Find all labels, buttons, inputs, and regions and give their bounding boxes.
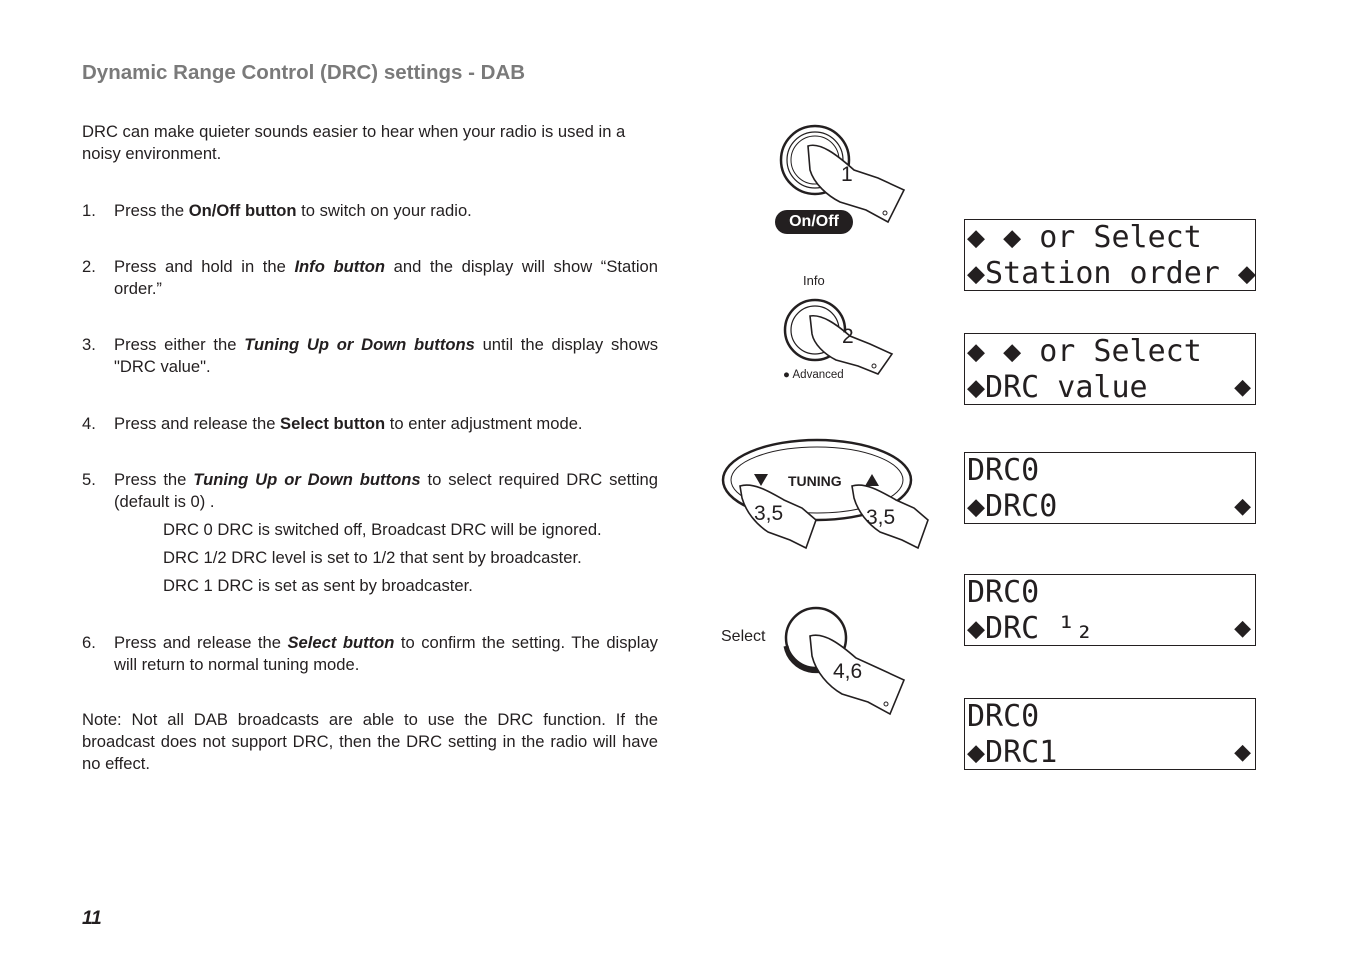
tuning-up-icon [865, 474, 879, 486]
step-callout: 2 [842, 325, 854, 348]
step-number: 1. [82, 201, 96, 220]
select-label: Select [721, 628, 766, 645]
step-number: 4. [82, 414, 96, 433]
right-arrow-icon: ◆ [1234, 375, 1251, 400]
lcd-display-drc-half [964, 574, 1256, 646]
lcd-line-1: ◆ ◆ or Select [967, 220, 1202, 255]
step-number: 5. [82, 470, 96, 489]
step-6: 6. Press and release the Select button to confirm the setting. The display will return to normal tuning mode. [82, 633, 658, 674]
step-2: 2. Press and hold in the Info button and the display will show “Station order.” [82, 257, 658, 298]
step-number: 3. [82, 335, 96, 354]
lcd-display-drc1 [964, 698, 1256, 770]
step-callout: 1 [841, 163, 853, 186]
info-label: Info [803, 273, 825, 288]
lcd-line-1: DRC0 [967, 699, 1040, 734]
drc-option-0: DRC 0 DRC is switched off, Broadcast DRC will be ignored. [163, 520, 602, 539]
step-keyword: On/Off button [188, 201, 297, 220]
step-5: 5. Press the Tuning Up or Down buttons to select required DRC setting (default is 0) . [82, 470, 658, 511]
step-4: 4. Press and release the Select button to enter adjustment mode. [82, 414, 583, 433]
drc-option-1: DRC 1 DRC is set as sent by broadcaster. [163, 576, 473, 595]
step-keyword: Tuning Up or Down buttons [244, 335, 475, 354]
tuning-label: TUNING [788, 473, 842, 489]
lcd-line-1: DRC0 [967, 453, 1040, 488]
lcd-line-2: ◆DRC value [967, 370, 1148, 405]
lcd-line-2: ◆Station order ◆ [967, 256, 1256, 291]
lcd-line-2: ◆DRC ¹₂ [967, 611, 1094, 646]
right-arrow-icon: ◆ [1234, 740, 1251, 765]
step-callout: 4,6 [833, 660, 863, 683]
tuning-down-icon [754, 474, 768, 486]
step-number: 6. [82, 633, 96, 652]
note-paragraph: Note: Not all DAB broadcasts are able to use the DRC function. If the broadcast does not support DRC, then the DRC setting in the radio will have no effect. [82, 710, 658, 773]
page-title: Dynamic Range Control (DRC) settings - DAB [82, 61, 526, 84]
step-1: 1. Press the On/Off button to switch on your radio. [82, 201, 472, 220]
step-keyword: Info button [294, 257, 386, 276]
step-keyword: Select button [280, 414, 386, 433]
lcd-line-2: ◆DRC0 [967, 489, 1058, 524]
step-keyword: Tuning Up or Down buttons [193, 470, 421, 489]
step-3: 3. Press either the Tuning Up or Down buttons until the display shows "DRC value". [82, 335, 658, 376]
lcd-line-2: ◆DRC1 [967, 735, 1058, 770]
lcd-line-1: ◆ ◆ or Select [967, 334, 1202, 369]
page-number: 11 [82, 908, 102, 929]
lcd-display-drc0 [964, 452, 1256, 524]
onoff-label: On/Off [775, 210, 853, 234]
tuning-buttons-illustration [720, 436, 935, 556]
intro-paragraph: DRC can make quieter sounds easier to hear when your radio is used in a noisy environment. [82, 122, 626, 163]
info-knob-illustration [770, 290, 900, 380]
step-callout: 3,5 [866, 506, 896, 529]
step-number: 2. [82, 257, 96, 276]
advanced-label: ● Advanced [783, 369, 844, 381]
lcd-line-1: DRC0 [967, 575, 1040, 610]
lcd-display-station-order [964, 219, 1256, 291]
right-arrow-icon: ◆ [1234, 616, 1251, 641]
right-arrow-icon: ◆ [1234, 494, 1251, 519]
step-callout: 3,5 [754, 502, 784, 525]
lcd-display-drc-value [964, 333, 1256, 405]
step-keyword: Select button [287, 633, 395, 652]
drc-option-half: DRC 1/2 DRC level is set to 1/2 that sent by broadcaster. [163, 548, 582, 567]
